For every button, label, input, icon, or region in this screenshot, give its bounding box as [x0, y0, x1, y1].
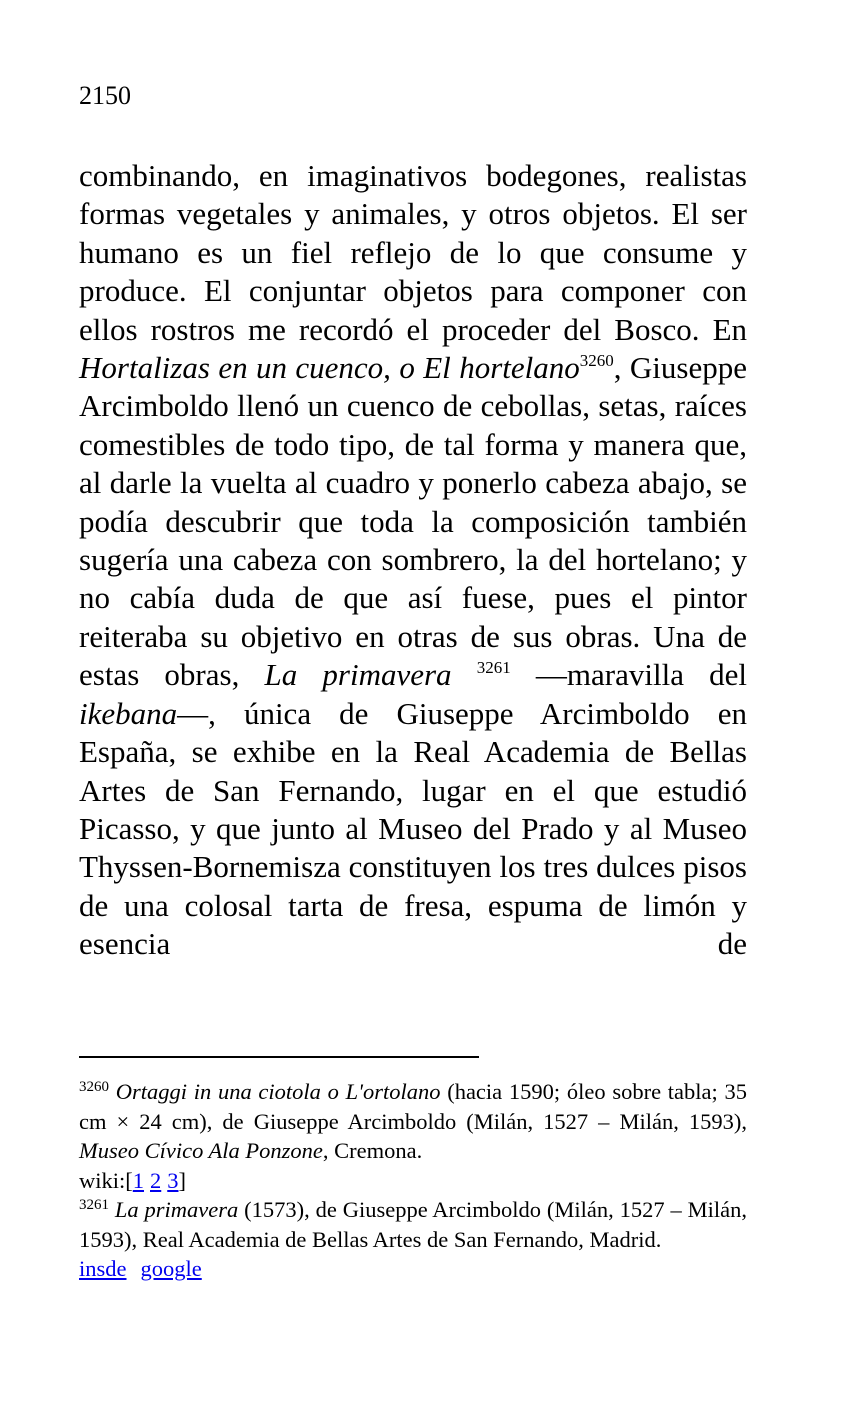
footnote-artwork-title: Ortaggi in una ciotola o L'ortolano: [115, 1079, 441, 1104]
body-text-3: —maravilla del: [535, 657, 747, 693]
footnote-number: 3260: [79, 1079, 109, 1095]
page-number: 2150: [79, 81, 131, 110]
insde-link[interactable]: insde: [79, 1256, 127, 1281]
footnote-number: 3261: [79, 1197, 109, 1213]
wiki-link-3[interactable]: 3: [167, 1167, 179, 1193]
body-paragraph: [79, 157, 747, 964]
footnote-ref-3260[interactable]: 3260: [579, 351, 614, 371]
footnote-artwork-title: La primavera: [114, 1197, 239, 1222]
footnote-text: (1573), de Giuseppe Arcimboldo (Milán, 1527 – Milán, 1593), Real Academia de Bellas Artes de San Fernando, Madrid.: [79, 1197, 747, 1252]
term-ikebana: ikebana: [79, 695, 178, 731]
footnote-text: (hacia 1590; óleo sobre tabla; 35 cm × 24 cm), de Giuseppe Arcimboldo (Milán, 1527 – Milán, 1593),: [79, 1079, 747, 1134]
body-text-4: —, única de Giuseppe Arcimboldo en España, se exhibe en la Real Academia de Bellas Artes de San Fernando, lugar en el que estudió Picasso, y que junto al Museo del Prado y al Museo Thyssen-Bornemisza constituyen los tres dulces pisos de una colosal tarta de fresa, espuma de limón y esencia de: [79, 695, 747, 962]
wiki-link-2[interactable]: 2: [150, 1167, 162, 1193]
wiki-link-1[interactable]: 1: [132, 1167, 144, 1193]
footnotes: [79, 1077, 747, 1284]
footnote-3260-links: [79, 1166, 747, 1196]
footnote-text-end: , Cremona.: [322, 1138, 423, 1163]
footnote-3260: [79, 1077, 747, 1166]
footnote-3261-links: [79, 1254, 747, 1284]
wiki-links-prefix: wiki:[: [79, 1167, 133, 1193]
footnote-separator: [79, 1056, 479, 1058]
artwork-title-primavera: La primavera: [264, 657, 452, 693]
wiki-links-suffix: ]: [178, 1167, 186, 1193]
footnote-museum-name: Museo Cívico Ala Ponzone: [79, 1138, 323, 1163]
footnote-3261: [79, 1195, 747, 1254]
footnote-ref-3261[interactable]: 3261: [476, 658, 511, 678]
body-text-2: , Giuseppe Arcimboldo llenó un cuenco de cebollas, setas, raíces comestibles de todo tipo, de tal forma y manera que, al darle la vuelta al cuadro y ponerlo cabeza abajo, se podía descubrir que toda la composición también sugería una cabeza con sombrero, la del hortelano; y no cabía duda de que así fuese, pues el pintor reiteraba su objetivo en otras de sus obras. Una de estas obras,: [79, 350, 747, 693]
artwork-title-hortelano: Hortalizas en un cuenco, o El hortelano: [79, 350, 580, 386]
google-link[interactable]: google: [140, 1256, 202, 1281]
body-text-1: combinando, en imaginativos bodegones, realistas formas vegetales y animales, y otros objetos. El ser humano es un fiel reflejo de lo que consume y produce. El conjuntar objetos para componer con ellos rostros me recordó el proceder del Bosco. En: [79, 158, 747, 347]
